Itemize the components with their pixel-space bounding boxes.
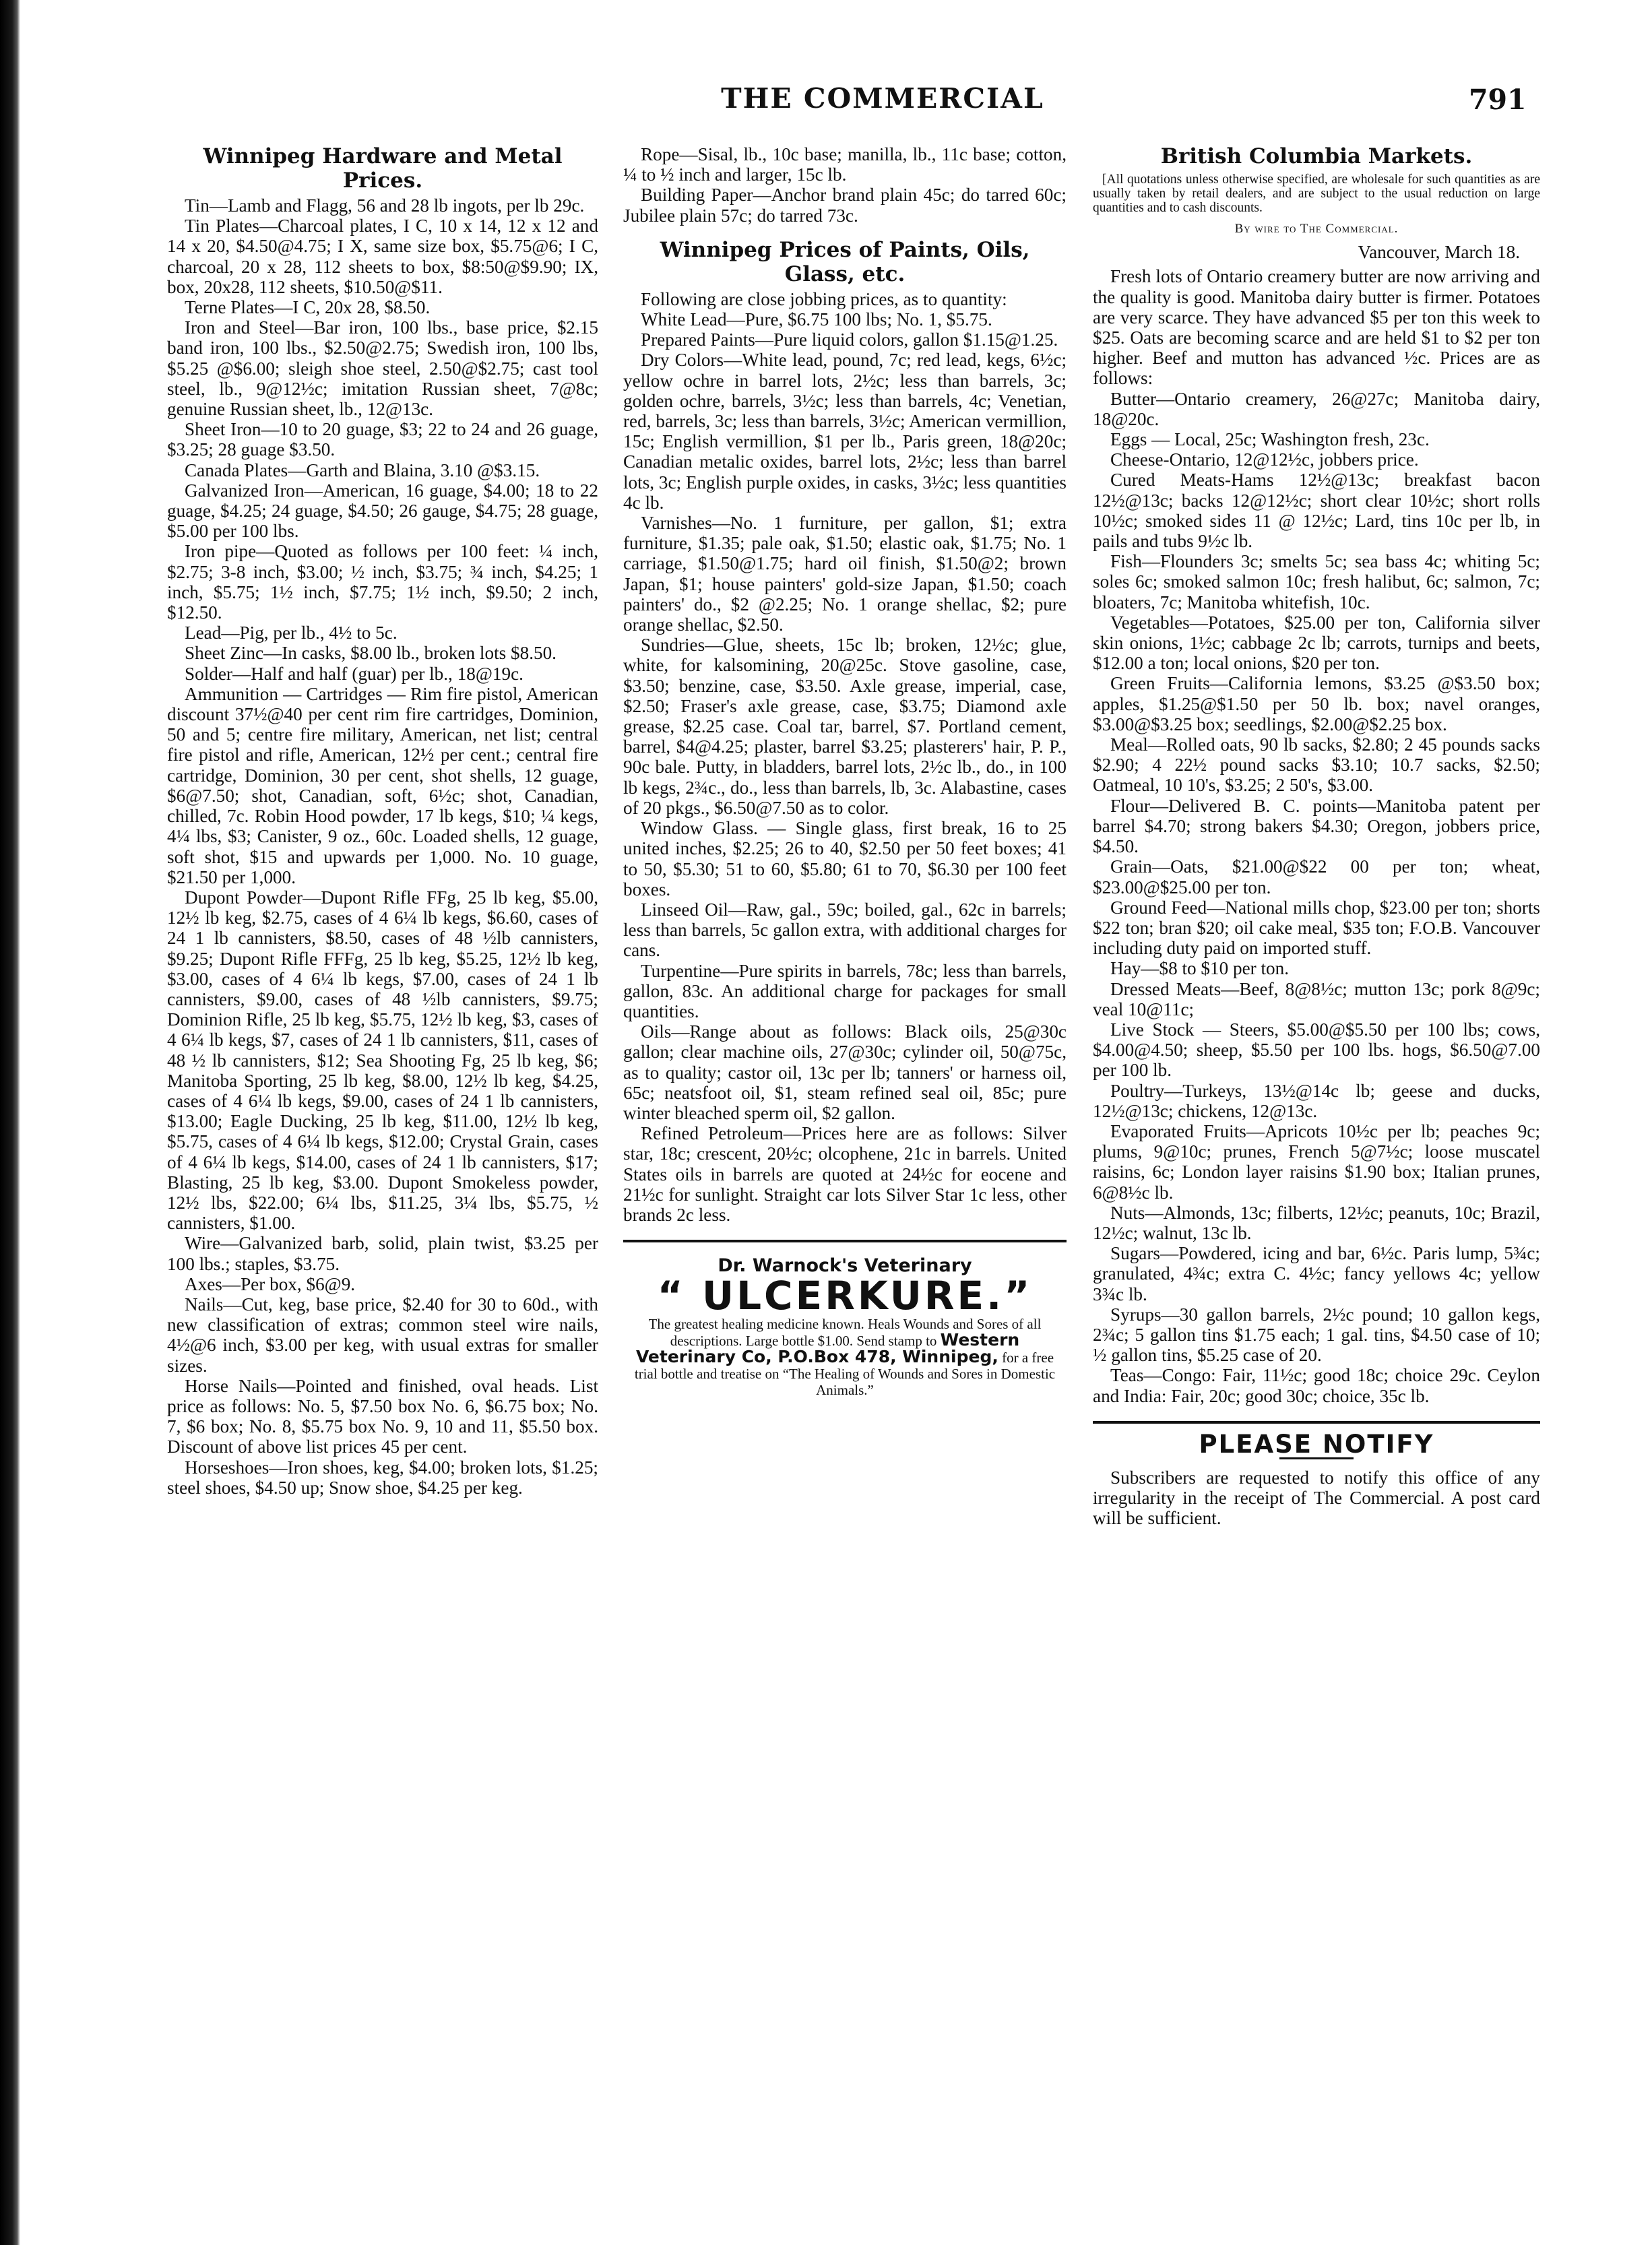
market-paragraph: Vegetables—Potatoes, $25.00 per ton, California silver skin onions, 1½c; cabbage 2c lb; carrots, turnips and beets, $12.00 a ton; local onions, $20 per ton.: [1093, 612, 1540, 674]
notice-rule: [1093, 1421, 1540, 1424]
price-paragraph: Ammunition — Cartridges — Rim fire pistol, American discount 37½@40 per cent rim fire cartridges, Dominion, 50 and 5; centre fire military, American, net list; central fire pistol and rifle, American, 12½ per cent.; central fire cartridge, Dominion, 30 per cent, shot shells, 12 guage, $6@7.50; shot, Canadian, soft, 6½c; shot, Canadian, chilled, 7c. Robin Hood powder, 17 lb kegs, $10; ¼ kegs, 4¼ lbs, $3; Canister, 9 oz., 60c. Loaded shells, 12 guage, soft shot, $15 and upwards per 1,000. No. 10 guage, $21.50 per 1,000.: [167, 683, 598, 887]
price-paragraph: Solder—Half and half (guar) per lb., 18@19c.: [185, 663, 523, 684]
column-paints-prices: [623, 144, 1067, 1398]
price-paragraph: Prepared Paints—Pure liquid colors, gallon $1.15@1.25.: [641, 329, 1058, 350]
hardware-price-list: [167, 195, 598, 1498]
price-paragraph: Oils—Range about as follows: Black oils, 25@30c gallon; clear machine oils, 27@30c; cylinder oil, 50@75c, as to quality; castor oil, 13c per lb; tanners' or harness oil, 65c; neatsfoot oil, $1, steam refined seal oil, 85c; pure winter bleached sperm oil, $2 gallon.: [623, 1021, 1067, 1123]
market-paragraph: Green Fruits—California lemons, $3.25 @$3.50 box; apples, $1.25@$1.50 per 50 lb. box; navel oranges, $3.00@$3.25 box; seedlings, $2.00@$2.25 box.: [1093, 673, 1540, 734]
paints-price-list: [623, 289, 1067, 1225]
price-paragraph: Axes—Per box, $6@9.: [185, 1273, 356, 1294]
price-paragraph: Galvanized Iron—American, 16 guage, $4.00; 18 to 22 guage, $4.25; 24 guage, $4.50; 26 gauge, $4.75; 28 guage, $5.00 per 100 lbs.: [167, 480, 598, 542]
section-heading-bc-markets: British Columbia Markets.: [1160, 144, 1473, 168]
advertisement-title: “ ULCERKURE.”: [657, 1273, 1033, 1319]
price-paragraph: Nails—Cut, keg, base price, $2.40 for 30 to 60d., with new classification of extras; common steel wire nails, 4½@6 inch, $3.00 per keg, with usual extras for smaller sizes.: [167, 1294, 598, 1376]
price-paragraph: Rope—Sisal, lb., 10c base; manilla, lb., 11c base; cotton, ¼ to ½ inch and larger, 15c lb.: [623, 144, 1067, 185]
market-paragraph: Teas—Congo: Fair, 11½c; good 18c; choice 29c. Ceylon and India: Fair, 20c; good 30c; choice, 35c lb.: [1093, 1365, 1540, 1406]
price-paragraph: Tin Plates—Charcoal plates, I C, 10 x 14, 12 x 12 and 14 x 20, $4.50@4.75; I X, same size box, $5.75@6; I C, charcoal, 20 x 28, 112 sheets to box, $8:50@$9.90; IX, box, 20x28, 112 sheets, $10.50@$11.: [167, 216, 598, 297]
notice-body: Subscribers are requested to notify this office of any irregularity in the receipt of The Commercial. A post card will be sufficient.: [1093, 1467, 1540, 1529]
market-paragraph: Poultry—Turkeys, 13½@14c lb; geese and ducks, 12½@13c; chickens, 12@13c.: [1093, 1080, 1540, 1121]
price-paragraph: Window Glass. — Single glass, first break, 16 to 25 united inches, $2.25; 26 to 40, $2.50 per 50 feet boxes; 41 to 50, $5.30; 51 to 60, $5.80; 61 to 70, $6.30 per 100 feet boxes.: [623, 818, 1067, 899]
price-paragraph: Linseed Oil—Raw, gal., 59c; boiled, gal., 62c in barrels; less than barrels, 5c gallon extra, with additional charges for cans.: [623, 899, 1067, 961]
price-paragraph: Horseshoes—Iron shoes, keg, $4.00; broken lots, $1.25; steel shoes, $4.50 up; Snow shoe, $4.25 per keg.: [167, 1457, 598, 1498]
market-paragraph: Nuts—Almonds, 13c; filberts, 12½c; peanuts, 10c; Brazil, 12½c; walnut, 13c lb.: [1093, 1202, 1540, 1243]
price-paragraph: Following are close jobbing prices, as to quantity:: [641, 288, 1007, 309]
advertisement-body: The greatest healing medicine known. Heals Wounds and Sores of all descriptions. Large bottle $1.00. Send stamp to Western Veterinary Co, P.O.Box 478, Winnipeg, for a free trial bottle and treatise on “The Healing of Wounds and Sores in Domestic Animals.”: [634, 1315, 1056, 1398]
hardware-price-list-continued: [623, 144, 1067, 226]
price-paragraph: White Lead—Pure, $6.75 100 lbs; No. 1, $5.75.: [641, 309, 992, 330]
running-head: THE COMMERCIAL: [721, 82, 1044, 115]
market-paragraph: Sugars—Powdered, icing and bar, 6½c. Paris lump, 5¾c; granulated, 4¾c; extra C. 4½c; fancy yellows 4c; yellow 3¾c lb.: [1093, 1243, 1540, 1304]
quotation-note: [All quotations unless otherwise specified, are wholesale for such quantities as are usually taken by retail dealers, and are subject to the usual reduction on large quantities and to cash discounts.: [1093, 172, 1540, 215]
price-paragraph: Varnishes—No. 1 furniture, per gallon, $1; extra furniture, $1.35; pale oak, $1.50; elastic oak, $1.75; No. 1 carriage, $1.50@1.75; hard oil finish, $1.50@2; brown Japan, $1; house painters' gold-size Japan, $1.50; coach painters' do., $2 @2.25; No. 1 orange shellac, $2; pure orange shellac, $2.50.: [623, 513, 1067, 635]
price-paragraph: Iron pipe—Quoted as follows per 100 feet: ¼ inch, $2.75; 3-8 inch, $3.00; ½ inch, $3.75; ¾ inch, $4.25; 1 inch, $5.75; 1½ inch, $7.75; 1½ inch, $9.50; 2 inch, $12.50.: [167, 541, 598, 623]
price-paragraph: Sheet Iron—10 to 20 guage, $3; 22 to 24 and 26 guage, $3.25; 28 guage $3.50.: [167, 419, 598, 460]
column-hardware-prices: [167, 144, 598, 1498]
price-paragraph: Iron and Steel—Bar iron, 100 lbs., base price, $2.15 band iron, 100 lbs., $2.50@2.75; Swedish iron, 100 lbs, $5.25 @$6.00; sleigh shoe steel, 2.50@$2.75; cast tool steel, lb., 9@12½c; imitation Russian sheet, 7@8c; genuine Russian sheet, lb., 12@13c.: [167, 317, 598, 420]
price-paragraph: Refined Petroleum—Prices here are as follows: Silver star, 18c; crescent, 20½c; olcophene, 21c in barrels. United States oils in barrels are quoted at 24½c for eocene and 21½c for sunlight. Straight car lots Silver Star 1c less, other brands 2c less.: [623, 1123, 1067, 1225]
price-paragraph: Horse Nails—Pointed and finished, oval heads. List price as follows: No. 5, $7.50 box No. 6, $6.75 box; No. 7, $6 box; No. 8, $5.75 box No. 9, 10 and 11, $5.50 box. Discount of above list prices 45 per cent.: [167, 1375, 598, 1457]
market-paragraph: Cured Meats-Hams 12½@13c; breakfast bacon 12½@13c; backs 12@12½c; short clear 10½c; short rolls 10½c; smoked sides 11 @ 12½c; Lard, tins 10c per lb, in pails and tubs 9½c lb.: [1093, 470, 1540, 552]
market-paragraph: Grain—Oats, $21.00@$22 00 per ton; wheat, $23.00@$25.00 per ton.: [1093, 856, 1540, 897]
market-paragraph: Cheese-Ontario, 12@12½c, jobbers price.: [1110, 449, 1419, 470]
market-paragraph: Flour—Delivered B. C. points—Manitoba patent per barrel $4.70; strong bakers $4.30; Oregon, jobbers price, $4.50.: [1093, 795, 1540, 857]
price-paragraph: Canada Plates—Garth and Blaina, 3.10 @$3.15.: [185, 460, 540, 480]
price-paragraph: Terne Plates—I C, 20x 28, $8.50.: [185, 297, 431, 318]
bc-market-report: [1093, 266, 1540, 1405]
dateline: Vancouver, March 18.: [1358, 242, 1520, 263]
price-paragraph: Lead—Pig, per lb., 4½ to 5c.: [185, 623, 398, 643]
section-heading-paints: Winnipeg Prices of Paints, Oils, Glass, etc.: [660, 237, 1030, 286]
please-notify-notice: [1093, 1429, 1540, 1529]
byline: By wire to The Commercial.: [1234, 222, 1399, 236]
notice-title: PLEASE NOTIFY: [1199, 1429, 1434, 1459]
market-paragraph: Fresh lots of Ontario creamery butter are now arriving and the quality is good. Manitoba dairy butter is firmer. Potatoes are very scarce. They have advanced $5 per ton this week to $25. Oats are becoming scarce and are held $1 to $2 per ton higher. Beef and mutton has advanced ½c. Prices are as follows:: [1093, 266, 1540, 389]
price-paragraph: Tin—Lamb and Flagg, 56 and 28 lb ingots, per lb 29c.: [185, 195, 585, 216]
section-heading-hardware: Winnipeg Hardware and Metal Prices.: [203, 144, 563, 193]
page-number: 791: [1469, 84, 1527, 116]
price-paragraph: Wire—Galvanized barb, solid, plain twist, $3.25 per 100 lbs.; staples, $3.75.: [167, 1233, 598, 1274]
market-paragraph: Eggs — Local, 25c; Washington fresh, 23c.: [1110, 429, 1430, 450]
advertisement-ulcerkure: [623, 1256, 1067, 1397]
market-paragraph: Fish—Flounders 3c; smelts 5c; sea bass 4c; whiting 5c; soles 6c; smoked salmon 10c; fresh halibut, 6c; salmon, 7c; bloaters, 7c; Manitoba whitefish, 10c.: [1093, 551, 1540, 612]
price-paragraph: Dry Colors—White lead, pound, 7c; red lead, kegs, 6½c; yellow ochre in barrel lots, 2½c; less than barrels, 3c; golden ochre, barrels, 3½c; less than barrels, 4c; Venetian, red, barrels, 3c; less than barrels, 3½c; American vermillion, 15c; English vermillion, $1 per lb., Paris green, 18@20c; Canadian metalic oxides, barrel lots, 2½c; less than barrel lots, 3c; English purple oxides, in casks, 3½c; less quantities 4c lb.: [623, 350, 1067, 513]
market-paragraph: Dressed Meats—Beef, 8@8½c; mutton 13c; pork 8@9c; veal 10@11c;: [1093, 978, 1540, 1019]
price-paragraph: Building Paper—Anchor brand plain 45c; do tarred 60c; Jubilee plain 57c; do tarred 73c.: [623, 185, 1067, 226]
price-paragraph: Sundries—Glue, sheets, 15c lb; broken, 12½c; glue, white, for kalsomining, 20@25c. Stove gasoline, case, $3.50; benzine, case, $3.50. Axle grease, imperial, case, $2.50; Fraser's axle grease, case, $3.75; Diamond axle grease, $2.25 case. Coal tar, barrel, $7. Portland cement, barrel, $4@4.25; plaster, barrel $3.25; plasterers' hair, P. P., 90c bale. Putty, in bladders, barrel lots, 2½c lb., do., in 100 lb kegs, 2¾c., do., less than barrels, lb, 3c. Alabastine, cases of 20 pkgs., $6.50@7.50 as to color.: [623, 635, 1067, 818]
advertisement-heading: Dr. Warnock's Veterinary: [718, 1255, 972, 1277]
market-paragraph: Ground Feed—National mills chop, $23.00 per ton; shorts $22 ton; bran $20; oil cake meal, $35 ton; F.O.B. Vancouver including duty paid on imported stuff.: [1093, 897, 1540, 959]
market-paragraph: Syrups—30 gallon barrels, 2½c pound; 10 gallon kegs, 2¾c; 5 gallon tins $1.75 each; 1 gal. tins, $4.50 case of 10; ½ gallon tins, $5.25 case of 20.: [1093, 1304, 1540, 1366]
advertisement-rule: [623, 1240, 1067, 1242]
price-paragraph: Turpentine—Pure spirits in barrels, 78c; less than barrels, gallon, 83c. An additional charge for packages for small quantities.: [623, 960, 1067, 1021]
market-paragraph: Butter—Ontario creamery, 26@27c; Manitoba dairy, 18@20c.: [1093, 388, 1540, 429]
price-paragraph: Dupont Powder—Dupont Rifle FFg, 25 lb keg, $5.00, 12½ lb keg, $2.75, cases of 4 6¼ lb kegs, $6.60, cases of 24 1 lb cannisters, $8.50, cases of 48 ½lb cannisters, $9.25; Dupont Rifle FFFg, 25 lb keg, $5.25, 12½ lb keg, $3.00, cases of 4 6¼ lb kegs, $7.00, cases of 24 1 lb cannisters, $9.00, cases of 48 ½lb cannisters, $9.75; Dominion Rifle, 25 lb keg, $5.75, 12½ lb keg, $3, cases of 4 6¼ lb kegs, $7, cases of 24 1 lb cannisters, $11, cases of 48 ½ lb cannisters, $12; Sea Shooting Fg, 25 lb keg, $6; Manitoba Sporting, 25 lb keg, $8.00, 12½ lb keg, $4.25, cases of 4 6¼ lb kegs, $9.00, cases of 24 1 lb cannisters, $13.00; Eagle Ducking, 25 lb keg, $11.00, 12½ lb keg, $5.75, cases of 4 6¼ lb kegs, $12.00; Crystal Grain, cases of 4 6¼ lb kegs, $14.00, cases of 24 1 lb cannisters, $17; Blasting, 25 lb keg, $3.00. Dupont Smokeless powder, 12½ lbs, $22.00; 6¼ lbs, $11.25, 3¼ lbs, $5.75, ½ cannisters, $1.00.: [167, 887, 598, 1234]
page-binding-edge: [0, 0, 20, 2245]
advertiser-address: Western Veterinary Co, P.O.Box 478, Winnipeg,: [635, 1329, 1020, 1366]
market-paragraph: Live Stock — Steers, $5.00@$5.50 per 100 lbs; cows, $4.00@4.50; sheep, $5.50 per 100 lbs. hogs, $6.50@7.00 per 100 lb.: [1093, 1019, 1540, 1081]
price-paragraph: Sheet Zinc—In casks, $8.00 lb., broken lots $8.50.: [185, 643, 557, 664]
market-paragraph: Meal—Rolled oats, 90 lb sacks, $2.80; 2 45 pounds sacks $2.90; 4 22½ pound sacks $3.10; 10.7 sacks, $2.50; Oatmeal, 10 10's, $3.25; 2 50's, $3.00.: [1093, 734, 1540, 796]
market-paragraph: Hay—$8 to $10 per ton.: [1110, 958, 1290, 979]
market-paragraph: Evaporated Fruits—Apricots 10½c per lb; peaches 9c; plums, 9@10c; prunes, French 5@7½c; loose muscatel raisins, 6c; London layer raisins $1.90 box; Italian prunes, 6@8½c lb.: [1093, 1120, 1540, 1203]
column-bc-markets: [1093, 144, 1540, 1529]
